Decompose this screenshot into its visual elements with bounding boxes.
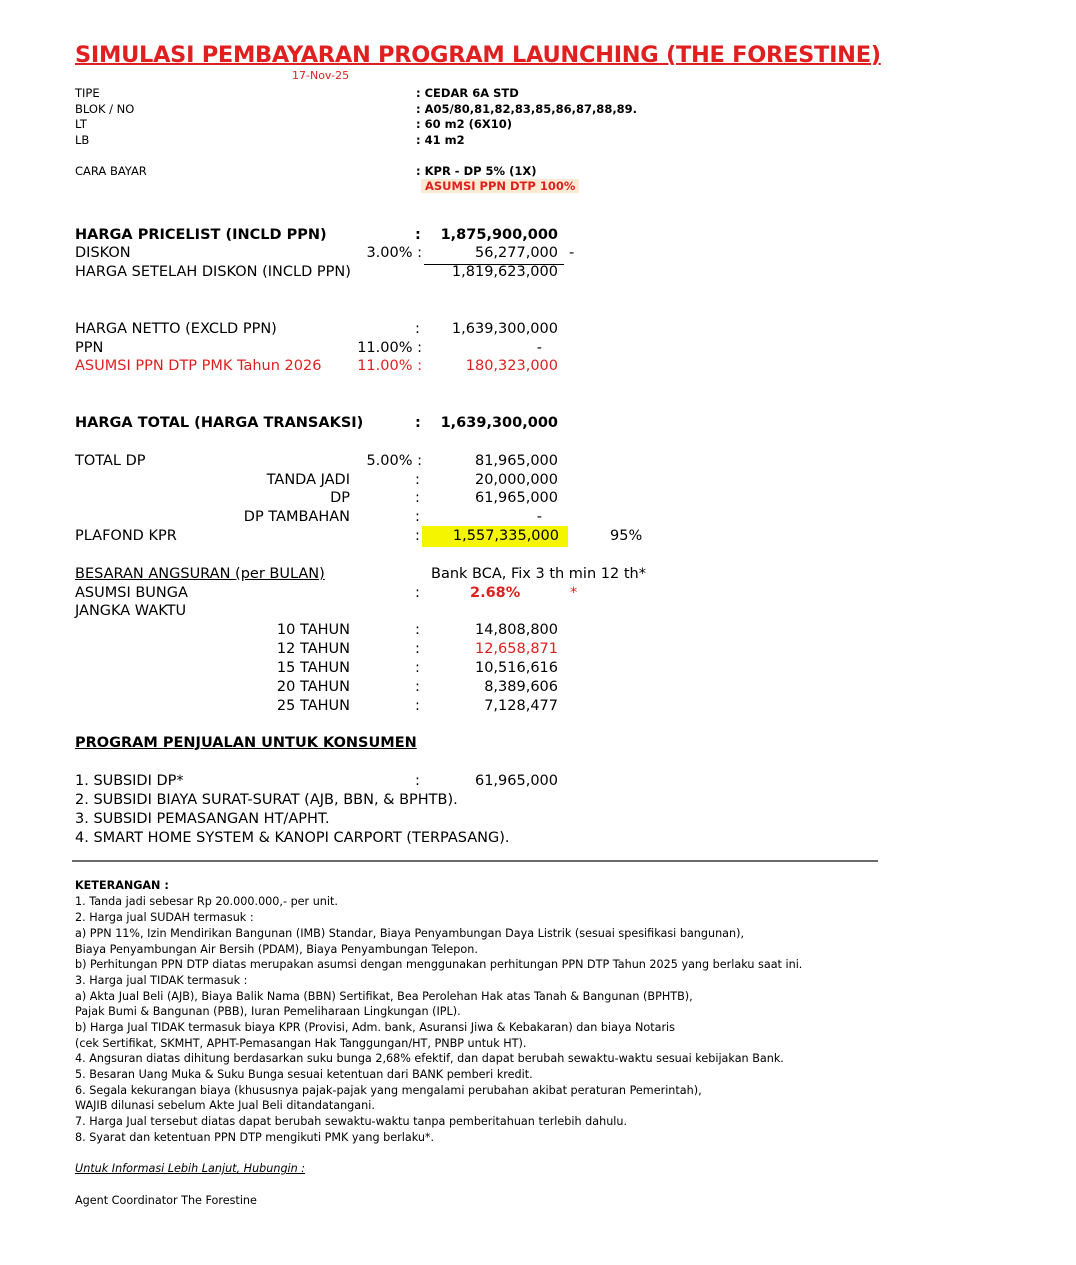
note-line: 8. Syarat dan ketentuan PPN DTP mengikuti PMK yang berlaku*. xyxy=(75,1131,435,1144)
program-item-colon: : xyxy=(415,773,420,789)
pricelist-colon: : xyxy=(415,227,421,243)
setelah-diskon-value: 1,819,623,000 xyxy=(451,264,558,280)
info-value-lb: : 41 m2 xyxy=(416,133,465,147)
netto-value: 1,639,300,000 xyxy=(451,321,558,337)
bunga-colon: : xyxy=(415,585,420,601)
tenor-value: 8,389,606 xyxy=(484,679,558,695)
total-dp-value: 81,965,000 xyxy=(474,453,558,469)
ppn-dtp-note: ASUMSI PPN DTP 100% xyxy=(421,179,579,193)
angsuran-bank: Bank BCA, Fix 3 th min 12 th* xyxy=(431,566,646,582)
diskon-pct: 3.00% : xyxy=(366,245,422,261)
note-line: WAJIB dilunasi sebelum Akte Jual Beli ditandatangani. xyxy=(75,1099,375,1112)
note-line: 4. Angsuran diatas dihitung berdasarkan suku bunga 2,68% efektif, dan dapat berubah sewaktu-waktu sesuai kebijakan Bank. xyxy=(75,1052,784,1065)
ppn-label: PPN xyxy=(75,340,104,356)
program-item-value: 61,965,000 xyxy=(474,773,558,789)
ppn-dtp-pct: 11.00% : xyxy=(357,358,422,374)
plafond-value xyxy=(422,526,568,547)
note-line: 3. Harga jual TIDAK termasuk : xyxy=(75,974,248,987)
plafond-colon: : xyxy=(415,528,420,544)
document-date: 17-Nov-25 xyxy=(292,69,350,82)
tenor-colon: : xyxy=(415,641,420,657)
total-colon: : xyxy=(415,415,421,431)
tenor-label: 25 TAHUN xyxy=(276,698,350,714)
diskon-value: 56,277,000 xyxy=(474,245,558,261)
program-item: 4. SMART HOME SYSTEM & KANOPI CARPORT (TERPASANG). xyxy=(75,830,510,846)
total-value: 1,639,300,000 xyxy=(440,415,558,431)
contact-agent: Agent Coordinator The Forestine xyxy=(75,1194,257,1207)
info-value-blok: : A05/80,81,82,83,85,86,87,88,89. xyxy=(416,102,638,116)
cara-bayar-label: CARA BAYAR xyxy=(75,164,147,178)
note-line: 5. Besaran Uang Muka & Suku Bunga sesuai ketentuan dari BANK pemberi kredit. xyxy=(75,1068,533,1081)
info-label-lt: LT xyxy=(75,117,87,131)
note-line: a) PPN 11%, Izin Mendirikan Bangunan (IMB) Standar, Biaya Penyambungan Daya Listrik (sesuai spesifikasi bangunan), xyxy=(75,927,745,940)
note-line: 6. Segala kekurangan biaya (khususnya pajak-pajak yang mengalami perubahan akibat peraturan Pemerintah), xyxy=(75,1084,702,1097)
program-item: 2. SUBSIDI BIAYA SURAT-SURAT (AJB, BBN, & BPHTB). xyxy=(75,792,458,808)
pricelist-value: 1,875,900,000 xyxy=(440,227,558,243)
total-label: HARGA TOTAL (HARGA TRANSAKSI) xyxy=(75,415,364,431)
note-line: a) Akta Jual Beli (AJB), Biaya Balik Nama (BBN) Sertifikat, Bea Perolehan Hak atas Tanah & Bangunan (BPHTB), xyxy=(75,990,693,1003)
plafond-value-text: 1,557,335,000 xyxy=(452,528,559,544)
diskon-minus: - xyxy=(569,245,575,261)
ppn-dtp-label: ASUMSI PPN DTP PMK Tahun 2026 xyxy=(75,358,322,374)
tenor-value: 10,516,616 xyxy=(474,660,558,676)
program-item: 3. SUBSIDI PEMASANGAN HT/APHT. xyxy=(75,811,330,827)
program-item: 1. SUBSIDI DP* xyxy=(75,773,184,789)
note-line: b) Perhitungan PPN DTP diatas merupakan asumsi dengan menggunakan perhitungan PPN DTP Tahun 2025 yang berlaku saat ini. xyxy=(75,958,803,971)
tenor-label: 10 TAHUN xyxy=(276,622,350,638)
tenor-colon: : xyxy=(415,698,420,714)
setelah-diskon-label: HARGA SETELAH DISKON (INCLD PPN) xyxy=(75,264,351,280)
info-label-tipe: TIPE xyxy=(75,86,100,100)
tenor-value: 14,808,800 xyxy=(474,622,558,638)
ppn-value: - xyxy=(536,340,542,356)
info-label-blok: BLOK / NO xyxy=(75,102,135,116)
tenor-label: 12 TAHUN xyxy=(276,641,350,657)
dp-tambahan-label: DP TAMBAHAN xyxy=(243,509,350,525)
tanda-jadi-value: 20,000,000 xyxy=(474,472,558,488)
tanda-jadi-label: TANDA JADI xyxy=(266,472,350,488)
total-dp-pct: 5.00% : xyxy=(366,453,422,469)
netto-label: HARGA NETTO (EXCLD PPN) xyxy=(75,321,277,337)
info-value-lt: : 60 m2 (6X10) xyxy=(416,117,512,131)
tanda-jadi-colon: : xyxy=(415,472,420,488)
ppn-dtp-value: 180,323,000 xyxy=(465,358,558,374)
note-line: (cek Sertifikat, SKMHT, APHT-Pemasangan Hak Tanggungan/HT, PNBP untuk HT). xyxy=(75,1037,527,1050)
keterangan-title: KETERANGAN : xyxy=(75,879,169,892)
plafond-label: PLAFOND KPR xyxy=(75,528,177,544)
diskon-label: DISKON xyxy=(75,245,131,261)
dp-tambahan-colon: : xyxy=(415,509,420,525)
bunga-label: ASUMSI BUNGA xyxy=(75,585,188,601)
dp-colon: : xyxy=(415,490,420,506)
info-label-lb: LB xyxy=(75,133,90,147)
pricelist-label: HARGA PRICELIST (INCLD PPN) xyxy=(75,227,327,243)
program-title: PROGRAM PENJUALAN UNTUK KONSUMEN xyxy=(75,735,417,751)
tenor-colon: : xyxy=(415,660,420,676)
tenor-colon: : xyxy=(415,622,420,638)
netto-colon: : xyxy=(415,321,420,337)
tenor-value: 12,658,871 xyxy=(474,641,558,657)
dp-tambahan-value: - xyxy=(536,509,542,525)
tenor-value: 7,128,477 xyxy=(484,698,558,714)
cara-bayar-value: : KPR - DP 5% (1X) xyxy=(416,164,537,178)
info-value-tipe: : CEDAR 6A STD xyxy=(416,86,519,100)
jangka-label: JANGKA WAKTU xyxy=(75,603,187,619)
bunga-star: * xyxy=(570,585,578,601)
dp-label: DP xyxy=(330,490,350,506)
note-line: 1. Tanda jadi sebesar Rp 20.000.000,- per unit. xyxy=(75,895,338,908)
note-line: 7. Harga Jual tersebut diatas dapat berubah sewaktu-waktu tanpa pemberitahuan terlebih dahulu. xyxy=(75,1115,628,1128)
dp-value: 61,965,000 xyxy=(474,490,558,506)
contact-label: Untuk Informasi Lebih Lanjut, Hubungin : xyxy=(75,1162,306,1175)
note-line: Pajak Bumi & Bangunan (PBB), Iuran Pemeliharaan Lingkungan (IPL). xyxy=(75,1005,461,1018)
tenor-label: 15 TAHUN xyxy=(276,660,350,676)
total-dp-label: TOTAL DP xyxy=(75,453,146,469)
tenor-colon: : xyxy=(415,679,420,695)
note-line: Biaya Penyambungan Air Bersih (PDAM), Biaya Penyambungan Telepon. xyxy=(75,943,478,956)
ppn-pct: 11.00% : xyxy=(357,340,422,356)
angsuran-label: BESARAN ANGSURAN (per BULAN) xyxy=(75,566,325,582)
tenor-label: 20 TAHUN xyxy=(276,679,350,695)
bunga-value: 2.68% xyxy=(470,585,521,601)
note-line: b) Harga Jual TIDAK termasuk biaya KPR (Provisi, Adm. bank, Asuransi Jiwa & Kebakaran) dan biaya Notaris xyxy=(75,1021,675,1034)
note-line: 2. Harga jual SUDAH termasuk : xyxy=(75,911,254,924)
plafond-pct: 95% xyxy=(610,528,643,544)
section-divider xyxy=(72,860,878,862)
page-title: SIMULASI PEMBAYARAN PROGRAM LAUNCHING (THE FORESTINE) xyxy=(75,42,881,68)
